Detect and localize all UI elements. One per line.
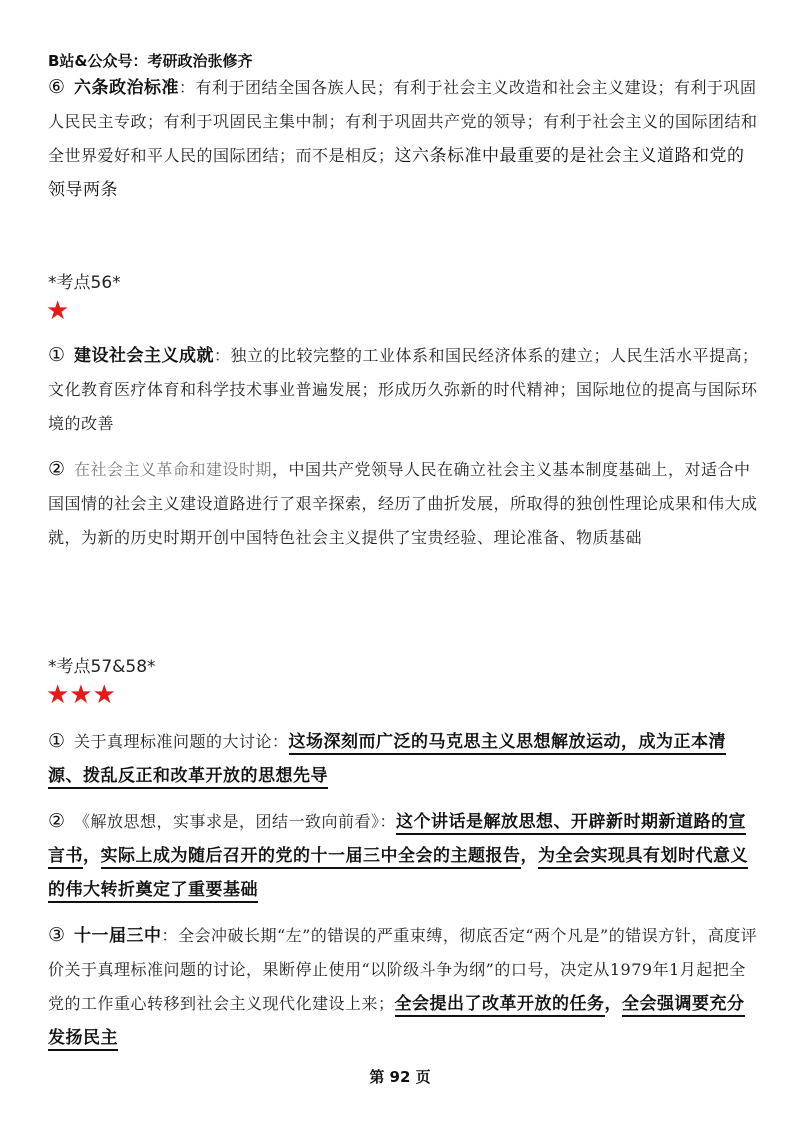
item-body: ：全会冲破长期“左”的错误的严重束缚，彻底否定“两个凡是”的错误方针，高度评价关于真理标准问题的讨论，果断停止使用“以阶级斗争为纲”的口号，决定从1979年1月起把全党的工作重心转移到社会主义现代化建设上来； xyxy=(48,926,758,1013)
underlined-conclusion-2: 全会强调要充分发扬民主 xyxy=(48,994,745,1051)
point-56-title: *考点56* xyxy=(48,273,121,293)
item-colon: ： xyxy=(179,78,196,97)
separator: ， xyxy=(520,846,538,866)
point-5758-item-2 xyxy=(48,804,760,907)
item-lead: 《解放思想，实事求是，团结一致向前看》： xyxy=(74,812,397,831)
item-body: ：独立的比较完整的工业体系和国民经济体系的建立；人民生活水平提高；文化教育医疗体育和科学技术事业普遍发展；形成历久弥新的时代精神；国际地位的提高与国际环境的改善 xyxy=(48,346,759,433)
item-number: ② xyxy=(48,810,66,832)
underlined-conclusion-3: 为全会实现具有划时代意义的伟大转折奠定了重要基础 xyxy=(48,846,748,903)
separator: ， xyxy=(83,846,101,866)
point-5758-title: *考点57&58* xyxy=(48,657,156,677)
item-body: ，中国共产党领导人民在确立社会主义基本制度基础上，对适合中国国情的社会主义建设道路进行了艰辛探索，经历了曲折发展，所取得的独创性理论成果和伟大成就，为新的历史时期开创中国特色社会主义提供了宝贵经验、理论准备、物质基础 xyxy=(48,460,758,547)
point-5758-item-3 xyxy=(48,918,760,1055)
item-number: ⑥ xyxy=(48,76,66,98)
item-number: ① xyxy=(48,344,66,366)
item-title: 十一届三中 xyxy=(74,926,162,946)
source-header: B站&公众号：考研政治张修齐 xyxy=(48,52,253,70)
item-number: ② xyxy=(48,458,66,480)
item-number: ③ xyxy=(48,924,66,946)
item-lead: 在社会主义革命和建设时期 xyxy=(74,460,273,479)
page-number: 第 92 页 xyxy=(369,1068,431,1086)
underlined-conclusion-2: 实际上成为随后召开的党的十一届三中全会的主题报告 xyxy=(101,846,521,869)
item-body: 有利于团结全国各族人民；有利于社会主义改造和社会主义建设；有利于巩固人民民主专政；有利于巩固民主集中制；有利于巩固共产党的领导；有利于社会主义的国际团结和全世界爱好和平人民的国际团结；而不是相反； xyxy=(48,78,758,165)
point-56-item-2 xyxy=(48,452,760,555)
item-six-political-standards xyxy=(48,70,760,207)
underlined-conclusion: 这场深刻而广泛的马克思主义思想解放运动，成为正本清源、拨乱反正和改革开放的思想先导 xyxy=(48,732,726,789)
item-lead: 关于真理标准问题的大讨论： xyxy=(74,732,289,751)
item-title: 建设社会主义成就 xyxy=(74,346,214,366)
item-tail: 这六条标准中最重要的是社会主义道路和党的领导两条 xyxy=(48,146,745,200)
point-56-stars: ★ xyxy=(46,296,70,326)
separator: ， xyxy=(604,994,623,1014)
item-number: ① xyxy=(48,730,66,752)
point-5758-stars: ★★★ xyxy=(46,680,116,710)
point-56-item-1 xyxy=(48,338,760,441)
underlined-conclusion-1: 这个讲话是解放思想、开辟新时期新道路的宣言书 xyxy=(48,812,746,869)
point-5758-item-1 xyxy=(48,724,760,793)
underlined-conclusion-1: 全会提出了改革开放的任务 xyxy=(395,994,605,1017)
item-title: 六条政治标准 xyxy=(74,78,179,98)
